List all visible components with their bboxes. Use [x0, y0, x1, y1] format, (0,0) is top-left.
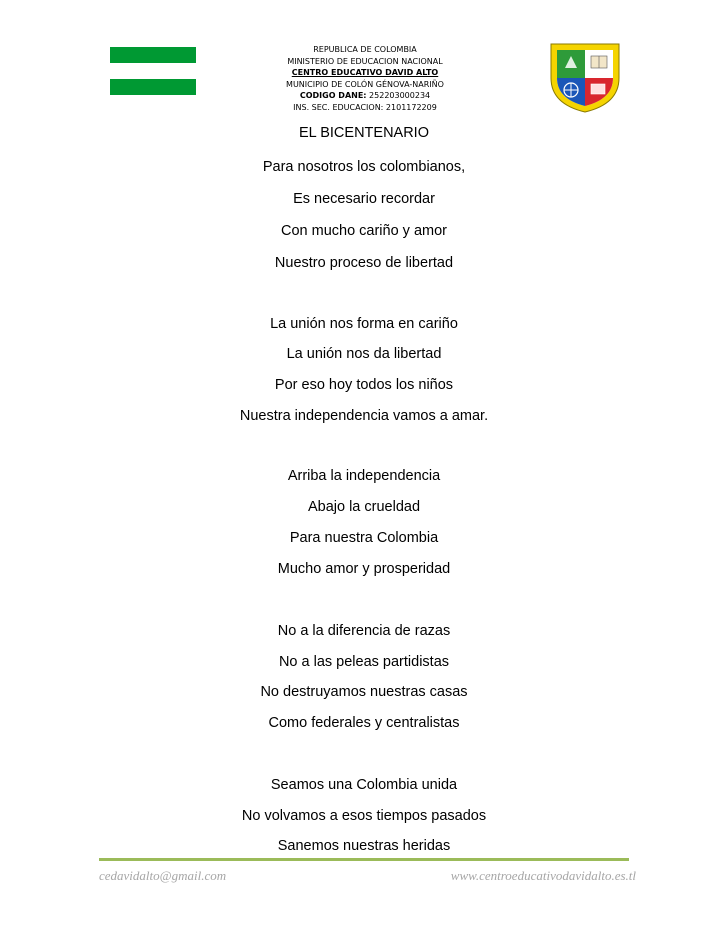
header-dane-label: CODIGO DANE:	[299, 91, 367, 101]
poem-verse: Arriba la independencia	[287, 468, 441, 484]
poem-verse: Para nuestra Colombia	[289, 530, 439, 546]
poem-verse: Mucho amor y prosperidad	[277, 561, 451, 577]
poem-verse: Nuestra independencia vamos a amar.	[239, 408, 489, 424]
poem-verse: Por eso hoy todos los niños	[274, 377, 454, 393]
footer-website: www.centroeducativodavidalto.es.tl	[450, 868, 636, 883]
school-crest-icon	[545, 38, 625, 114]
header-dane-value: 252203000234	[369, 91, 431, 101]
poem-verse: No a la diferencia de razas	[277, 623, 451, 639]
footer-email: cedavidalto@gmail.com	[99, 868, 227, 883]
poem-verse: No volvamos a esos tiempos pasados	[241, 808, 487, 824]
header-municipality: MUNICIPIO DE COLÓN GÉNOVA-NARIÑO	[286, 79, 444, 89]
letterhead	[270, 44, 460, 114]
poem-verse: Abajo la crueldad	[307, 499, 421, 515]
poem-verse: La unión nos da libertad	[286, 346, 442, 362]
header-institution-code: INS. SEC. EDUCACION: 2101172209	[293, 102, 437, 112]
poem-verse: Con mucho cariño y amor	[280, 223, 447, 239]
flag-stripe-middle	[110, 63, 196, 79]
flag-stripe-bottom	[110, 79, 196, 95]
poem-title: EL BICENTENARIO	[299, 125, 429, 141]
footer-divider	[99, 858, 629, 861]
header-dane-code	[270, 90, 460, 102]
poem-verse: Como federales y centralistas	[268, 715, 460, 731]
flag-stripe-top	[110, 47, 196, 63]
flag-icon	[110, 47, 196, 95]
poem-verse: Para nosotros los colombianos,	[262, 159, 466, 175]
poem-verse: No a las peleas partidistas	[278, 654, 450, 670]
poem-verse: La unión nos forma en cariño	[270, 316, 458, 332]
poem-verse: Sanemos nuestras heridas	[277, 838, 451, 854]
header-republic: REPUBLICA DE COLOMBIA	[313, 45, 417, 54]
poem-verse: Seamos una Colombia unida	[270, 777, 458, 793]
poem-verse: No destruyamos nuestras casas	[260, 684, 468, 700]
header-school-name: CENTRO EDUCATIVO DAVID ALTO	[291, 68, 439, 78]
header-ministry: MINISTERIO DE EDUCACION NACIONAL	[287, 56, 443, 66]
poem-verse: Es necesario recordar	[293, 191, 435, 207]
poem-verse: Nuestro proceso de libertad	[274, 255, 454, 271]
